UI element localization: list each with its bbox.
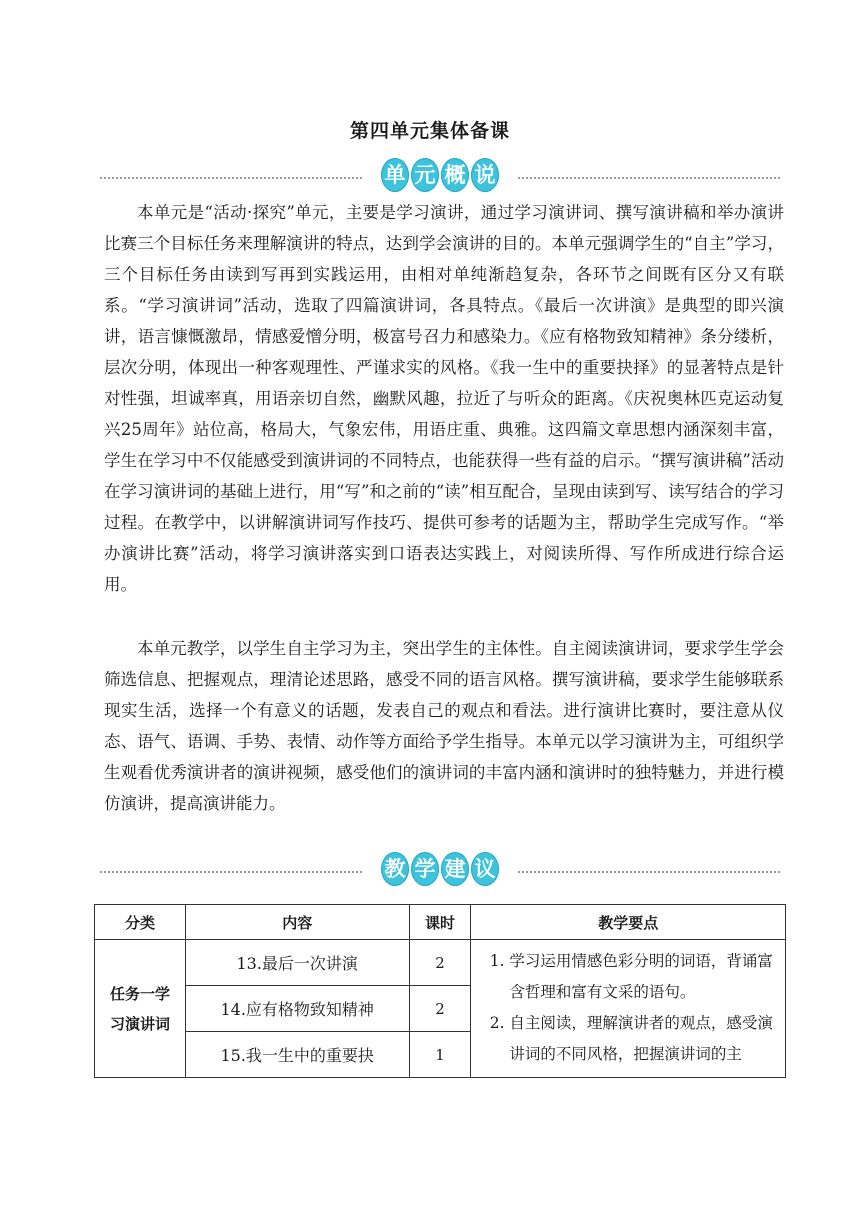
header-key-points: 教学要点 <box>471 905 786 940</box>
dotted-divider-left <box>100 177 362 179</box>
header-content: 内容 <box>185 905 409 940</box>
lesson-hours: 2 <box>409 986 471 1032</box>
lesson-hours: 2 <box>409 940 471 986</box>
dotted-divider-right <box>518 177 780 179</box>
table-row <box>95 940 786 986</box>
key-points-cell <box>471 940 786 1078</box>
badge-char: 建 <box>441 852 469 886</box>
badge-char: 说 <box>471 158 499 192</box>
overview-paragraph-2: 本单元教学，以学生自主学习为主，突出学生的主体性。自主阅读演讲词，要求学生学会筛选信息、把握观点，理清论述思路，感受不同的语言风格。撰写演讲稿，要求学生能够联系现实生活，选择一个有意义的话题，发表自己的观点和看法。进行演讲比赛时，要注意从仪态、语气、语调、手势、表情、动作等方面给予学生指导。本单元以学习演讲为主，可组织学生观看优秀演讲者的演讲视频，感受他们的演讲词的丰富内涵和演讲时的独特魅力，并进行模仿演讲，提高演讲能力。 <box>104 639 784 813</box>
unit-overview-badge <box>380 158 500 194</box>
teaching-suggestions-badge <box>380 852 500 888</box>
badge-char: 学 <box>411 852 439 886</box>
lesson-name: 13.最后一次讲演 <box>185 940 409 986</box>
dotted-divider-right <box>518 871 780 873</box>
category-cell: 任务一学习演讲词 <box>95 940 186 1078</box>
table-header-row <box>95 905 786 940</box>
section-header-unit-overview <box>100 158 780 198</box>
section-header-teaching-suggestions <box>100 852 780 892</box>
dotted-divider-left <box>100 871 362 873</box>
page-title: 第四单元集体备课 <box>349 120 510 142</box>
badge-char: 单 <box>381 158 409 192</box>
lesson-name: 15.我一生中的重要抉 <box>185 1032 409 1078</box>
badge-char: 概 <box>441 158 469 192</box>
lesson-name: 14.应有格物致知精神 <box>185 986 409 1032</box>
overview-paragraph-1: 本单元是“活动·探究”单元，主要是学习演讲，通过学习演讲词、撰写演讲稿和举办演讲比赛三个目标任务来理解演讲的特点，达到学会演讲的目的。本单元强调学生的“自主”学习，三个目标任务由读到写再到实践运用，由相对单纯渐趋复杂，各环节之间既有区分又有联系。“学习演讲词”活动，选取了四篇演讲词，各具特点。《最后一次讲演》是典型的即兴演讲，语言慷慨激昂，情感爱憎分明，极富号召力和感染力。《应有格物致知精神》条分缕析，层次分明，体现出一种客观理性、严谨求实的风格。《我一生中的重要抉择》的显著特点是针对性强，坦诚率真，用语亲切自然，幽默风趣，拉近了与听众的距离。《庆祝奥林匹克运动复兴25周年》站位高，格局大，气象宏伟，用语庄重、典雅。这四篇文章思想内涵深刻丰富，学生在学习中不仅能感受到演讲词的不同特点，也能获得一些有益的启示。“撰写演讲稿”活动在学习演讲词的基础上进行，用“写”和之前的“读”相互配合，呈现由读到写、读写结合的学习过程。在教学中，以讲解演讲词写作技巧、提供可参考的话题为主，帮助学生完成写作。“举办演讲比赛”活动，将学习演讲落实到口语表达实践上，对阅读所得、写作所成进行综合运用。 <box>104 203 784 594</box>
lesson-hours: 1 <box>409 1032 471 1078</box>
badge-char: 元 <box>411 158 439 192</box>
key-point-item: 1. 学习运用情感色彩分明的词语，背诵富含哲理和富有文采的语句。 <box>509 946 777 1008</box>
header-hours: 课时 <box>409 905 471 940</box>
badge-char: 议 <box>471 852 499 886</box>
header-category: 分类 <box>95 905 186 940</box>
teaching-plan-table <box>94 904 786 1078</box>
key-point-item: 2. 自主阅读，理解演讲者的观点，感受演讲词的不同风格，把握演讲词的主 <box>509 1008 777 1070</box>
badge-char: 教 <box>381 852 409 886</box>
